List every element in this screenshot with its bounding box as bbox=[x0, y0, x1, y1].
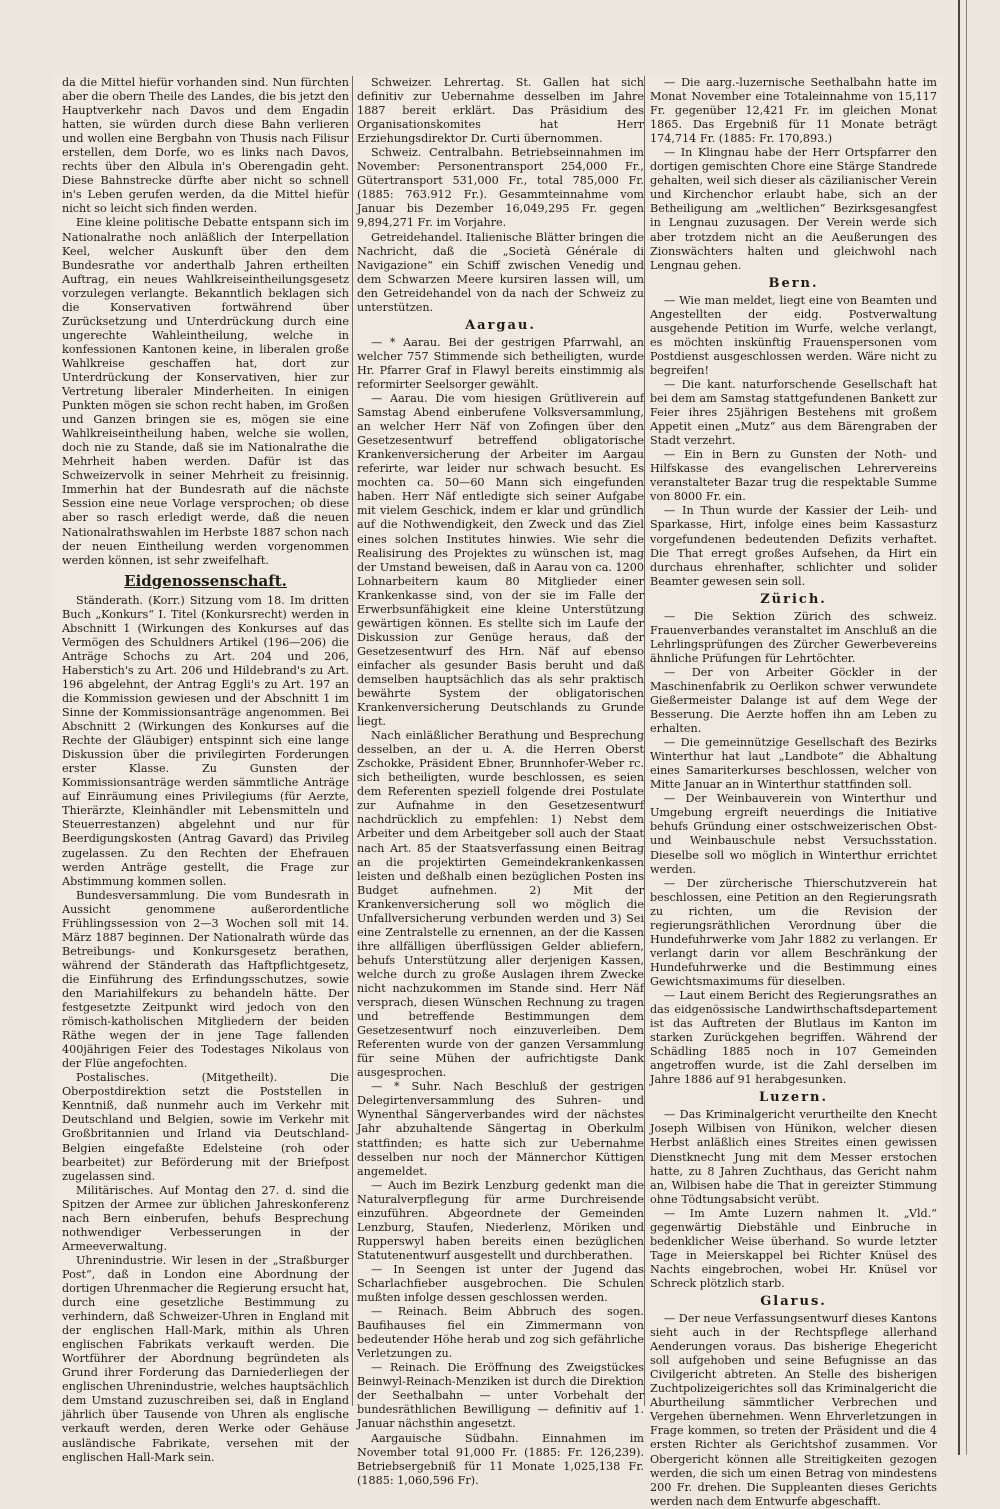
article-paragraph: — Ein in Bern zu Gunsten der Noth- und Hilfskasse des evangelischen Lehrervereins veranstalteter Bazar trug die respektable Summe von 8000 Fr. ein. bbox=[650, 448, 937, 504]
article-paragraph: Eine kleine politische Debatte entspann sich im Nationalrathe noch anläßlich der Interpellation Keel, welcher Auskunft über den dem Bundesrathe vor anderthalb Jahren ertheilten Auftrag, ein neues Wahlkreiseintheilungsgesetz vorzulegen verlangte. Bekanntlich beklagen sich die Konservativen fortwährend über Zurücksetzung und Unterdrückung durch eine ungerechte Wahleintheilung, welche in konfessionen Kantonen keine, in liberalen große Wahlkreise geschaffen hat, dort zur Unterdrückung der Konservativen, hier zur Vertretung liberaler Minderheiten. In einigen Punkten mögen sie schon recht haben, im Großen und Ganzen bringen sie es, mögen sie eine Wahlkreiseintheilung haben, welche sie wollen, doch nie zu Stande, daß sie im Nationalrathe die Mehrheit haben werden. Dafür ist das Schweizervolk in seiner Mehrheit zu freisinnig. Immerhin hat der Bundesrath auf die nächste Session eine neue Vorlage versprochen; ob diese aber so rasch erledigt werde, daß die neuen Nationalrathswahlen im Herbste 1887 schon nach der neuen Eintheilung werden vorgenommen werden können, ist sehr zweifelhaft. bbox=[62, 216, 349, 567]
article-paragraph: — Der Weinbauverein von Winterthur und Umgebung ergreift neuerdings die Initiative behufs Gründung einer ostschweizerischen Obst- und Weinbauschule nebst Versuchsstation. Dieselbe soll wo möglich in Winterthur errichtet werden. bbox=[650, 792, 937, 876]
article-paragraph: — In Klingnau habe der Herr Ortspfarrer den dortigen gemischten Chore eine Stärge Standrede gehalten, weil sich dieser als cäzilianischer Verein und Kirchenchor erlaubt habe, sich an der Betheiligung am „weltlichen“ Bezirksgesangfest in Lengnau zuzusagen. Der Verein werde sich aber trotzdem nicht an die Aeußerungen des Zionswächters halten und gleichwohl nach Lengnau gehen. bbox=[650, 146, 937, 272]
article-paragraph: Uhrenindustrie. Wir lesen in der „Straßburger Post“, daß in London eine Abordnung der dortigen Uhrenmacher die Regierung ersucht hat, durch eine gesetzliche Bestimmung zu verhindern, daß Schweizer-Uhren in England mit der englischen Hall-Mark, mithin als Uhren englischen Fabrikats verkauft werden. Die Wortführer der Abordnung begründeten als Grund ihrer Forderung das Darniederliegen der englischen Uhrenindustrie, welches hauptsächlich dem Umstand zuzuschreiben sei, daß in England jährlich über Tausende von Uhren als englische verkauft werden, deren Werke oder Gehäuse ausländische Fabrikate, versehen mit der englischen Hall-Mark sein. bbox=[62, 1253, 350, 1464]
region-heading-bern: Bern. bbox=[768, 275, 819, 291]
article-paragraph: Militärisches. Auf Montag den 27. d. sind die Spitzen der Armee zur üblichen Jahreskonferenz nach Bern einberufen, behufs Besprechung nothwendiger Verbesserungen in der Armeeverwaltung. bbox=[62, 1183, 349, 1253]
region-heading-zurich: Zürich. bbox=[760, 591, 827, 607]
article-paragraph: — * Aarau. Bei der gestrigen Pfarrwahl, an welcher 757 Stimmende sich betheiligten, wurde Hr. Pfarrer Graf in Flawyl bereits einstimmig als reformirter Seelsorger gewählt. bbox=[357, 335, 644, 391]
article-paragraph: Aargauische Südbahn. Einnahmen im November total 91,000 Fr. (1885: Fr. 126,239). Betriebsergebniß für 11 Monate 1,025,138 Fr. (1885: 1,060,596 Fr). bbox=[357, 1431, 644, 1487]
article-paragraph: Getreidehandel. Italienische Blätter bringen die Nachricht, daß die „Società Générale di Navigazione“ ein Schiff zwischen Venedig und dem Schwarzen Meere kursiren lassen will, um den Getreidehandel von da nach der Schweiz zu unterstützen. bbox=[357, 230, 644, 314]
article-paragraph: Bundesversammlung. Die vom Bundesrath in Aussicht genommene außerordentliche Frühlingssession von 2—3 Wochen soll mit 14. März 1887 beginnen. Der Nationalrath würde das Betreibungs- und Konkursgesetz berathen, während der Ständerath das Haftpflichtgesetz, die Einführung des Erfindungsschutzes, sowie den Mariahilfekurs zu behandeln hätte. Der festgesetzte Zeitpunkt wird jedoch von den römisch-katholischen Mitgliedern der beiden Räthe wegen der in jene Tage fallenden 400jährigen Feier des Todestages Nikolaus von der Flüe angefochten. bbox=[62, 888, 349, 1071]
article-paragraph: — In Seengen ist unter der Jugend das Scharlachfieber ausgebrochen. Die Schulen mußten infolge dessen geschlossen werden. bbox=[357, 1262, 644, 1305]
page-edge-rule-inner bbox=[966, 0, 967, 1455]
article-paragraph: — Die kant. naturforschende Gesellschaft hat bei dem am Samstag stattgefundenen Bankett zur Feier ihres 25jährigen Bestehens mit großem Appetit einen „Mutz“ aus dem Bärengraben der Stadt verzehrt. bbox=[650, 377, 937, 448]
article-paragraph: — Reinach. Beim Abbruch des sogen. Baufihauses fiel ein Zimmermann von bedeutender Höhe herab und zog sich gefährliche Verletzungen zu. bbox=[357, 1305, 644, 1361]
article-paragraph: — Wie man meldet, liegt eine von Beamten und Angestellten der eidg. Postverwaltung ausgehende Petition im Wurfe, welche verlangt, es möchten inskünftig Frauenspersonen vom Postdienst ausgeschlossen werden. Wäre nicht zu begreifen! bbox=[650, 293, 937, 377]
article-paragraph: — Der zürcherische Thierschutzverein hat beschlossen, eine Petition an den Regierungsrath zu richten, um die Revision der regierungsräthlichen Verordnung über die Hundefuhrwerke vom Jahr 1882 zu verlangen. Er verlangt darin vor allem Beschränkung der Hundefuhrwerke und die Bestimmung eines Gewichtsmaximums für dieselben. bbox=[650, 876, 937, 988]
column-left bbox=[62, 76, 349, 1465]
article-paragraph: — Der von Arbeiter Göckler in der Maschinenfabrik zu Oerlikon schwer verwundete Gießermeister Dalange ist auf dem Wege der Besserung. Die Aerzte hoffen ihn am Leben zu erhalten. bbox=[650, 665, 937, 736]
article-paragraph: — Im Amte Luzern nahmen lt. „Vld.“ gegenwärtig Diebstähle und Einbruche in bedenklicher Weise überhand. So wurde letzter Tage in Meierskappel bei Richter Knüsel des Nachts eingebrochen, wobei Hr. Knüsel vor Schreck plötzlich starb. bbox=[650, 1206, 937, 1290]
article-paragraph: Nach einläßlicher Berathung und Besprechung desselben, an der u. A. die Herren Oberst Zschokke, Präsident Ebner, Brunnhofer-Weber rc. sich betheiligten, wurde beschlossen, es seien dem Referenten speziell folgende drei Postulate zur Aufnahme in den Gesetzesentwurf nachdrücklich zu empfehlen: 1) Nebst dem Arbeiter und dem Arbeitgeber soll auch der Staat nach Art. 85 der Staatsverfassung einen Beitrag an die projektirten Gemeindekrankenkassen leisten und deßhalb einen bezüglichen Posten ins Budget aufnehmen. 2) Mit der Krankenversicherung soll wo möglich die Unfallversicherung verbunden werden und 3) Sei eine Zentralstelle zu ernennen, an der die Kassen ihre allfälligen überflüssigen Gelder abliefern, behufs Unterstützung aller derjenigen Kassen, welche durch zu große Auslagen ihrem Zwecke nicht nachzukommen im Stande sind. Herr Näf versprach, diesen Wünschen Rechnung zu tragen und betreffende Bestimmungen dem Gesetzesentwurf noch einzuverleiben. Dem Referenten wurde von der ganzen Versammlung für seine Mühen der aufrichtigste Dank ausgesprochen. bbox=[357, 729, 644, 1080]
column-divider bbox=[644, 76, 645, 1406]
region-heading-glarus: Glarus. bbox=[760, 1293, 827, 1309]
region-heading-luzern: Luzern. bbox=[758, 1090, 829, 1106]
article-paragraph: — Der neue Verfassungsentwurf dieses Kantons sieht auch in der Rechtspflege allerhand Aenderungen voraus. Das bisherige Ehegericht soll aufgehoben und seine Befugnisse an das Civilgericht abtreten. An Stelle des bisherigen Zuchtpolizeigerichtes soll das Kriminalgericht die Aburtheilung sämmtlicher Verbrechen und Vergehen übernehmen. Wenn Ehrverletzungen in Frage kommen, so treten der Präsident und die 4 ersten Richter als Gerichtshof zusammen. Vor Obergericht können alle Streitigkeiten gezogen werden, die sich um einen Betrag von mindestens 200 Fr. drehen. Die Suppleanten dieses Gerichts werden nach dem Entwurfe abgeschafft. bbox=[650, 1312, 937, 1508]
article-paragraph: Postalisches. (Mitgetheilt). Die Oberpostdirektion setzt die Poststellen in Kenntniß, daß nunmehr auch im Verkehr mit Deutschland und Belgien, sowie im Verkehr mit Großbritannien und Irland via Deutschland-Belgien eingefaßte Edelsteine (roh oder bearbeitet) zur Beförderung mit der Briefpost zugelassen sind. bbox=[62, 1071, 349, 1183]
article-paragraph: — * Suhr. Nach Beschluß der gestrigen Delegirtenversammlung des Suhren- und Wynenthal Sängerverbandes wird der nächstes Jahr abzuhaltende Sängertag in Oberkulm stattfinden; es hatte sich zur Uebernahme desselben nur noch der Männerchor Küttigen angemeldet. bbox=[357, 1080, 644, 1178]
article-paragraph: — Das Kriminalgericht verurtheilte den Knecht Joseph Wilbisen von Hünikon, welcher diesen Herbst anläßlich eines Streites einen gewissen Dienstknecht Jung mit dem Messer erstochen hatte, zu 8 Jahren Zuchthaus, das Gericht nahm an, Wilbisen habe die That in gereizter Stimmung ohne Tödtungsabsicht verübt. bbox=[650, 1108, 937, 1206]
article-paragraph: — Die Sektion Zürich des schweiz. Frauenverbandes veranstaltet im Anschluß an die Lehrlingsprüfungen des Zürcher Gewerbevereins ähnliche Prüfungen für Lehrtöchter. bbox=[650, 609, 937, 665]
section-title: Eidgenossenschaft. bbox=[124, 571, 287, 590]
article-paragraph: Ständerath. (Korr.) Sitzung vom 18. Im dritten Buch „Konkurs“ I. Titel (Konkursrecht) werden in Abschnitt 1 (Wirkungen des Konkurses auf das Vermögen des Schuldners Artikel (196—206) die Anträge Schochs zu Art. 204 und 206, Haberstich's zu Art. 206 und Hildebrand's zu Art. 196 abgelehnt, der Antrag Eggli's zu Art. 197 an die Kommission gewiesen und der Abschnitt 1 im Sinne der Kommissionsanträge angenommen. Bei Abschnitt 2 (Wirkungen des Konkurses auf die Rechte der Gläubiger) entspinnt sich eine lange Diskussion über die privilegirten Forderungen erster Klasse. Zu Gunsten der Kommissionsanträge werden sämmtliche Anträge auf Einräumung eines Privilegiums (für Aerzte, Thierärzte, Kleinhändler mit Lebensmitteln und Steuerrestanzen) abgelehnt und nur für Beerdigungskosten (Antrag Gavard) das Privileg zugelassen. Zu den Rechten der Ehefrauen werden Anträge gestellt, die Frage zur Abstimmung kommen sollen. bbox=[62, 593, 349, 888]
article-paragraph: Schweiz. Centralbahn. Betriebseinnahmen im November: Personentransport 254,000 Fr., Gütertransport 531,000 Fr., total 785,000 Fr. (1885: 763.912 Fr.). Gesammteinnahme vom Januar bis Dezember 16,049,295 Fr. gegen 9,894,271 Fr. im Vorjahre. bbox=[357, 146, 644, 230]
region-heading-aargau: Aargau. bbox=[465, 317, 536, 333]
article-paragraph: — Die aarg.-luzernische Seethalbahn hatte im Monat November eine Totaleinnahme von 15,117 Fr. gegenüber 12,421 Fr. im gleichen Monat 1865. Das Ergebniß für 11 Monate beträgt 174,714 Fr. (1885: Fr. 170,893.) bbox=[650, 76, 937, 146]
article-paragraph: da die Mittel hiefür vorhanden sind. Nun fürchten aber die obern Theile des Landes, die bis jetzt den Hauptverkehr nach Davos und dem Engadin hatten, sie würden durch diese Bahn verlieren und wollen eine Bergbahn von Thusis nach Filisur erstellen, dem Dorfe, wo es links nach Davos, rechts über den Albula in's Oberengadin geht. Diese Bahnstrecke dürfte aber nicht so schnell in's Leben gerufen werden, da die Mittel hiefür nicht so leicht sich finden werden. bbox=[62, 76, 350, 216]
column-right bbox=[650, 76, 937, 1509]
article-paragraph: — Aarau. Die vom hiesigen Grütliverein auf Samstag Abend einberufene Volksversammlung, an welcher Herr Näf von Zofingen über den Gesetzesentwurf betreffend obligatorische Krankenversicherung der Arbeiter im Aargau referirte, war leider nur schwach besucht. Es mochten ca. 50—60 Mann sich eingefunden haben. Herr Näf entledigte sich seiner Aufgabe mit vielem Geschick, indem er klar und gründlich auf die Nothwendigkeit, den Zweck und das Ziel eines solchen Institutes hinwies. Wie sehr die Realisirung des Projektes zu wünschen ist, mag der Umstand beweisen, daß in Aarau von ca. 1200 Lohnarbeitern kaum 80 Mitglieder einer Krankenkasse sind, von der sie im Falle der Erwerbsunfähigkeit eine kleine Unterstützung gewärtigen können. Es stellte sich im Laufe der Diskussion zur Genüge heraus, daß der Gesetzesentwurf des Hrn. Näf auf ebenso einfacher als gesunder Basis beruht und daß demselben hauptsächlich das als sehr praktisch bewährte System der obligatorischen Krankenversicherung Deutschlands zu Grunde liegt. bbox=[357, 392, 644, 729]
article-paragraph: — Reinach. Die Eröffnung des Zweigstückes Beinwyl-Reinach-Menziken ist durch die Direktion der Seethalbahn — unter Vorbehalt der bundesräthlichen Bewilligung — definitiv auf 1. Januar nächsthin angesetzt. bbox=[357, 1361, 644, 1431]
article-paragraph: — Die gemeinnützige Gesellschaft des Bezirks Winterthur hat laut „Landbote“ die Abhaltung eines Samariterkurses beschlossen, welcher von Mitte Januar an in Winterthur stattfinden soll. bbox=[650, 736, 937, 792]
article-paragraph: — In Thun wurde der Kassier der Leih- und Sparkasse, Hirt, infolge eines beim Kassasturz vorgefundenen bedeutenden Defizits verhaftet. Die That erregt großes Aufsehen, da Hirt ein durchaus ehrenhafter, schlichter und solider Beamter gewesen sein soll. bbox=[650, 504, 937, 588]
article-paragraph: — Laut einem Bericht des Regierungsrathes an das eidgenössische Landwirthschaftsdepartement ist das Auftreten der Blutlaus im Kanton im starken Zurückgehen begriffen. Während der Schädling 1885 noch in 107 Gemeinden angetroffen wurde, ist die Zahl derselben im Jahre 1886 auf 91 herabgesunken. bbox=[650, 989, 937, 1087]
page-edge-rule bbox=[958, 0, 960, 1455]
newspaper-page bbox=[52, 76, 942, 1508]
column-middle bbox=[357, 76, 644, 1488]
article-paragraph: — Auch im Bezirk Lenzburg gedenkt man die Naturalverpflegung für arme Durchreisende einzuführen. Abgeordnete der Gemeinden Lenzburg, Staufen, Niederlenz, Möriken und Rupperswyl haben bereits einen bezüglichen Statutenentwurf ausgestellt und durchberathen. bbox=[357, 1178, 644, 1262]
article-paragraph: Schweizer. Lehrertag. St. Gallen hat sich definitiv zur Uebernahme desselben im Jahre 1887 bereit erklärt. Das Präsidium des Organisationskomites hat Herr Erziehungsdirektor Dr. Curti übernommen. bbox=[357, 76, 644, 146]
column-divider bbox=[352, 76, 353, 1406]
